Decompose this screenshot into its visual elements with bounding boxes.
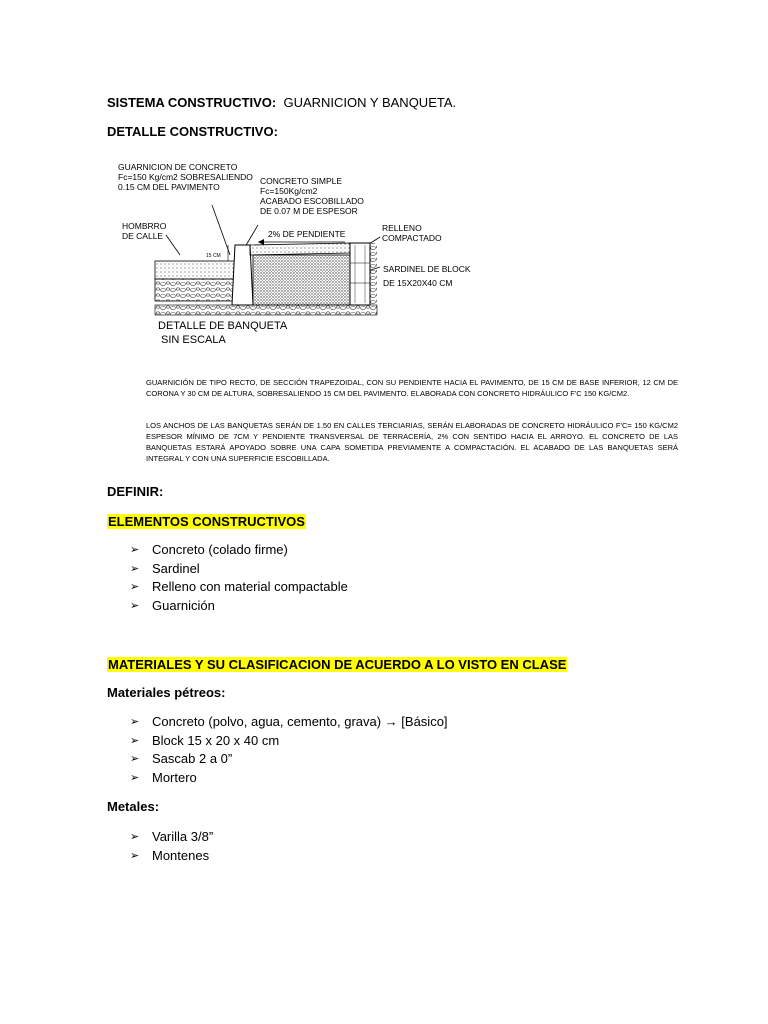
- label-sardinel: [383, 262, 471, 290]
- label-relleno-line2: COMPACTADO: [382, 233, 442, 243]
- label-concreto-line4: DE 0.07 M DE ESPESOR: [260, 206, 358, 216]
- list-item-text: Guarnición: [152, 597, 215, 613]
- label-concreto: [260, 176, 364, 216]
- sidewalk-detail-drawing: [118, 155, 640, 355]
- arrow-bullet-icon: ➢: [130, 562, 140, 575]
- list-item-text: Montenes: [152, 847, 210, 863]
- label-guarnicion: [118, 162, 253, 192]
- pavement: [155, 261, 235, 279]
- arrow-bullet-icon: ➢: [130, 831, 140, 843]
- elementos-title: ELEMENTOS CONSTRUCTIVOS: [108, 514, 305, 529]
- detail-heading: DETALLE CONSTRUCTIVO:: [107, 124, 278, 139]
- arrow-bullet-icon: ➢: [130, 716, 140, 728]
- list-item: [130, 578, 348, 597]
- label-concreto-line2: Fc=150Kg/cm2: [260, 186, 318, 196]
- system-value: GUARNICION Y BANQUETA.: [283, 95, 457, 110]
- compacted-fill: [253, 255, 350, 305]
- note-banqueta: LOS ANCHOS DE LAS BANQUETAS SERÁN DE 1.50 EN CALLES TERCIARIAS, SERÁN ELABORADAS DE CONCRETO HIDRÁULICO F'C= 150 KG/CM2 ESPESOR MÍNIMO DE 7CM Y PENDIENTE TRANSVERSAL DE TERRACERÍA, 2% CON SENTIDO HACIA EL ARROYO. EL CONCRETO DE LAS BANQUETAS ESTARÁ APOYADO SOBRE UNA CAPA SOMETIDA PREVIAMENTE A COMPACTACIÓN. EL ACABADO DE LAS BANQUETAS SERÁ INTEGRAL Y CON UNA SUPERFICIE ESCOBILLADA.: [146, 421, 678, 463]
- label-hombro: [122, 221, 166, 241]
- guarnicion-leader: [212, 205, 230, 255]
- list-item-text: Mortero: [152, 769, 197, 785]
- label-relleno-line1: RELLENO: [382, 223, 422, 233]
- materiales-heading: [107, 656, 567, 674]
- arrow-bullet-icon: ➢: [130, 734, 140, 747]
- metales-list: [130, 828, 213, 865]
- list-item-text: Concreto (colado firme): [152, 542, 288, 557]
- arrow-bullet-icon: ➢: [130, 753, 140, 765]
- label-concreto-line1: CONCRETO SIMPLE: [260, 176, 343, 186]
- label-sardinel-line1: SARDINEL DE BLOCK: [383, 264, 471, 274]
- label-guarnicion-line3: 0.15 CM DEL PAVIMENTO: [118, 182, 220, 192]
- list-item: [130, 828, 213, 847]
- label-guarnicion-line2: Fc=150 Kg/cm2 SOBRESALIENDO: [118, 172, 253, 182]
- caption-scale: SIN ESCALA: [161, 334, 226, 346]
- list-item: [130, 541, 348, 560]
- note-guarnicion: GUARNICIÓN DE TIPO RECTO, DE SECCIÓN TRAPEZOIDAL, CON SU PENDIENTE HACIA EL PAVIMENTO, DE 15 CM DE BASE INFERIOR, 12 CM DE CORONA Y 30 CM DE ALTURA, SOBRESALIENDO 15 CM DEL PAVIMENTO. ELABORADA CON CONCRETO HIDRÁULICO F'C 150 KG/CM2.: [146, 378, 678, 398]
- elementos-list: [130, 541, 348, 615]
- materiales-title: MATERIALES Y SU CLASIFICACION DE ACUERDO A LO VISTO EN CLASE: [108, 657, 567, 672]
- list-item-text: Concreto (polvo, agua, cemento, grava) → [Básico]: [152, 714, 448, 729]
- list-item-text: Sardinel: [152, 560, 200, 576]
- system-label: SISTEMA CONSTRUCTIVO:: [107, 95, 277, 110]
- list-item-text: Sascab 2 a 0”: [152, 751, 233, 766]
- list-item: [130, 750, 448, 769]
- hombro-leader: [166, 235, 180, 255]
- label-hombro-line1: HOMBRRO: [122, 221, 167, 231]
- slope-arrowhead: [258, 239, 264, 245]
- label-dim-15cm: 15 CM: [206, 253, 221, 259]
- list-item-text: Relleno con material compactable: [152, 579, 348, 594]
- label-pendiente: 2% DE PENDIENTE: [268, 229, 346, 239]
- list-item: [130, 769, 448, 788]
- list-item: [130, 732, 448, 751]
- label-sardinel-line2: DE 15X20X40 CM: [383, 278, 453, 288]
- label-concreto-line3: ACABADO ESCOBILLADO: [260, 196, 364, 206]
- metales-heading: Metales:: [107, 799, 160, 814]
- list-item-text: Block 15 x 20 x 40 cm: [152, 732, 280, 748]
- ground-layer: [155, 305, 377, 315]
- system-heading: [107, 95, 456, 110]
- block-sardinel: [350, 243, 370, 305]
- petreos-list: [130, 713, 448, 787]
- list-item: [130, 847, 213, 866]
- list-item: [130, 560, 348, 579]
- arrow-bullet-icon: ➢: [130, 599, 140, 612]
- label-hombro-line2: DE CALLE: [122, 231, 164, 241]
- definir-heading: DEFINIR:: [107, 484, 164, 499]
- sidewalk-slab: [250, 243, 350, 255]
- list-item: [130, 597, 348, 616]
- base-layer: [155, 279, 235, 301]
- petreos-heading: Materiales pétreos:: [107, 685, 226, 700]
- list-item-text: Varilla 3/8”: [152, 829, 214, 844]
- arrow-bullet-icon: ➢: [130, 544, 140, 556]
- label-guarnicion-line1: GUARNICION DE CONCRETO: [118, 162, 238, 172]
- label-relleno: [382, 223, 442, 243]
- elementos-heading: [107, 513, 306, 531]
- arrow-bullet-icon: ➢: [130, 771, 140, 784]
- arrow-bullet-icon: ➢: [130, 849, 140, 862]
- arrow-bullet-icon: ➢: [130, 581, 140, 593]
- caption-title: DETALLE DE BANQUETA: [158, 320, 288, 332]
- concreto-leader: [245, 225, 258, 247]
- list-item: [130, 713, 448, 732]
- drawing-caption: [158, 319, 287, 347]
